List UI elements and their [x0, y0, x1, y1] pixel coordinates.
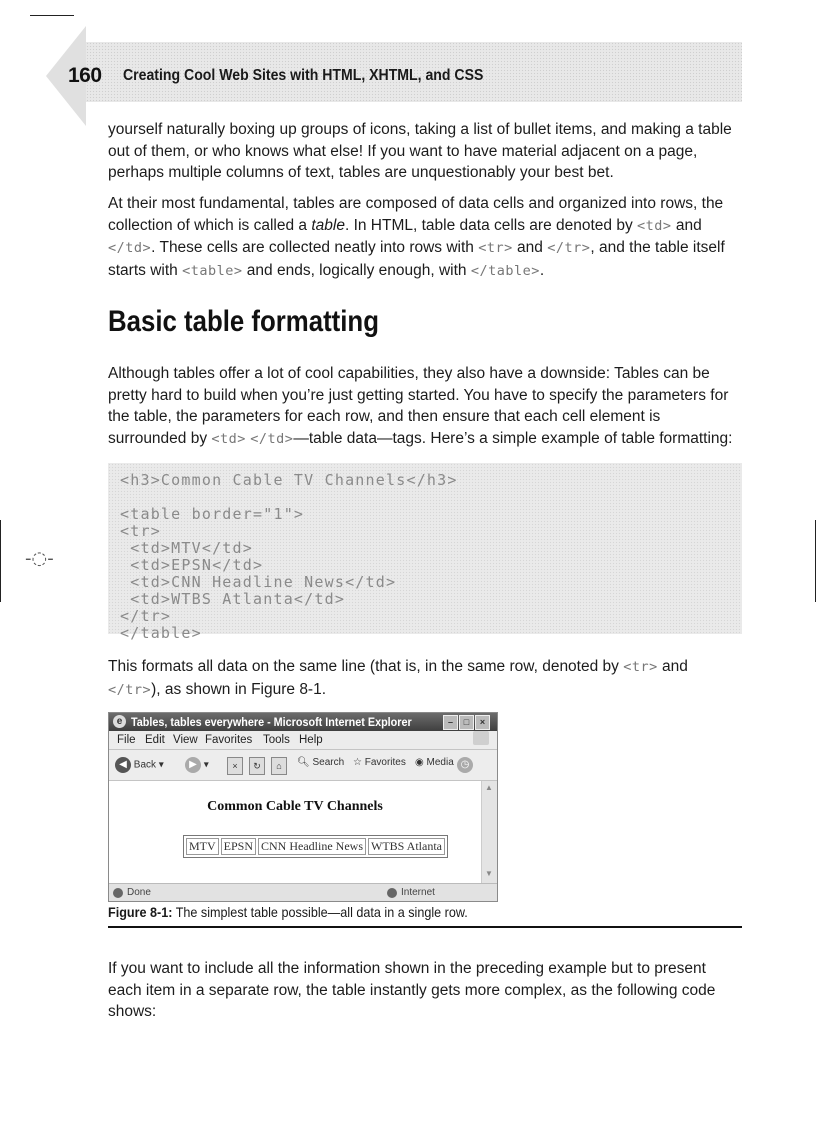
section-heading: Basic table formatting: [108, 305, 379, 338]
stop-button[interactable]: [227, 757, 243, 775]
table-cell: WTBS Atlanta: [368, 838, 445, 855]
close-icon[interactable]: ×: [475, 715, 490, 730]
scroll-down-icon[interactable]: ▼: [485, 869, 493, 878]
star-icon: ☆: [353, 757, 362, 768]
code-line: <h3>Common Cable TV Channels</h3>: [120, 471, 458, 489]
caption-divider: [108, 926, 742, 928]
ie-logo-icon: e: [113, 715, 126, 728]
search-icon: 🔍︎: [297, 757, 310, 768]
menu-file[interactable]: File: [117, 734, 136, 746]
figure-caption: [108, 904, 468, 920]
paragraph-same-line: This formats all data on the same line (that is, in the same row, denoted by <tr> and </tr>), as shown in Figure 8-1.: [108, 658, 688, 698]
status-bar: [109, 883, 497, 902]
table-cell: CNN Headline News: [258, 838, 366, 855]
globe-icon: [387, 888, 397, 898]
caption-label: Figure 8-1:: [108, 904, 173, 920]
forward-button[interactable]: ▶ ▾: [185, 757, 209, 773]
scroll-up-icon[interactable]: ▲: [485, 783, 493, 792]
paragraph-table-fundamentals: At their most fundamental, tables are composed of data cells and organized into rows, the collection of which is called a table. In HTML, table data cells are denoted by <td> and </td>. These cells are collected neatly into rows with <tr> and </tr>, and the table itself starts with <table> and ends, logically enough, with </table>.: [108, 195, 725, 279]
back-arrow-icon: ◀: [115, 757, 131, 773]
running-head-title: Creating Cool Web Sites with HTML, XHTML, and CSS: [123, 67, 484, 84]
code-line: <td>CNN Headline News</td>: [120, 573, 397, 591]
menu-tools[interactable]: Tools: [263, 734, 290, 746]
paragraph-table-formatting: Although tables offer a lot of cool capabilities, they also have a downside: Tables can be pretty hard to build when you’re just getting started. You have to specify the parameters for the table, the parameters for each row, and then ensure that each cell element is surrounded by <td> </td>—table data—tags. Here’s a simple example of table formatting:: [108, 365, 733, 447]
history-icon: ◷: [457, 757, 473, 773]
paragraph-intro: yourself naturally boxing up groups of icons, taking a list of bullet items, and making a table out of them, or who knows what else! If you want to have material adjacent on a page, perhaps multiple columns of text, tables are unquestionably your best bet.: [108, 121, 732, 181]
table-row: [186, 838, 445, 855]
code-line: <td>WTBS Atlanta</td>: [120, 590, 346, 608]
rendered-table: [183, 835, 448, 858]
media-icon: ◉: [415, 757, 424, 768]
minimize-icon[interactable]: –: [443, 715, 458, 730]
browser-toolbar: [109, 750, 497, 781]
code-line: <td>EPSN</td>: [120, 556, 264, 574]
home-icon: ⌂: [271, 757, 287, 775]
code-line: </tr>: [120, 607, 172, 625]
code-line: </table>: [120, 624, 202, 642]
home-button[interactable]: [271, 757, 287, 775]
table-cell: MTV: [186, 838, 219, 855]
menu-favorites[interactable]: Favorites: [205, 734, 253, 746]
windows-logo-icon: [473, 731, 489, 745]
code-line: <td>MTV</td>: [120, 539, 253, 557]
menu-view[interactable]: View: [173, 734, 198, 746]
menu-edit[interactable]: Edit: [145, 734, 165, 746]
top-crop-line: [30, 15, 74, 16]
history-button[interactable]: [457, 757, 473, 773]
menu-help[interactable]: Help: [299, 734, 323, 746]
table-cell: EPSN: [221, 838, 256, 855]
left-margin-line: [0, 520, 1, 602]
vertical-scrollbar[interactable]: [482, 781, 497, 883]
code-line: <table border="1">: [120, 505, 305, 523]
back-button[interactable]: ◀ Back ▾: [115, 757, 164, 773]
favorites-button[interactable]: ☆ Favorites: [353, 757, 406, 768]
zone-text: Internet: [401, 887, 435, 898]
forward-arrow-icon: ▶: [185, 757, 201, 773]
search-button[interactable]: 🔍︎ Search: [297, 757, 345, 768]
media-button[interactable]: ◉ Media: [415, 757, 454, 768]
refresh-button[interactable]: [249, 757, 265, 775]
stop-icon: ×: [227, 757, 243, 775]
code-listing: [108, 463, 742, 642]
maximize-icon[interactable]: □: [459, 715, 474, 730]
code-line: <tr>: [120, 522, 161, 540]
browser-content-area: [109, 781, 482, 883]
rendered-heading: Common Cable TV Channels: [207, 799, 383, 814]
window-titlebar: [109, 713, 497, 731]
status-text: Done: [127, 887, 151, 898]
page-icon: [113, 888, 123, 898]
refresh-icon: ↻: [249, 757, 265, 775]
paragraph-separate-rows: If you want to include all the information shown in the preceding example but to present each item in a separate row, the table instantly gets more complex, as the following code shows:: [108, 960, 716, 1020]
figure-browser-screenshot: [108, 712, 498, 902]
menu-bar: [109, 731, 497, 750]
page-number: 160: [68, 64, 102, 87]
window-title: Tables, tables everywhere - Microsoft Internet Explorer: [131, 715, 412, 729]
registration-mark-icon: -◌-: [25, 548, 54, 569]
caption-text: The simplest table possible—all data in a single row.: [175, 904, 468, 920]
